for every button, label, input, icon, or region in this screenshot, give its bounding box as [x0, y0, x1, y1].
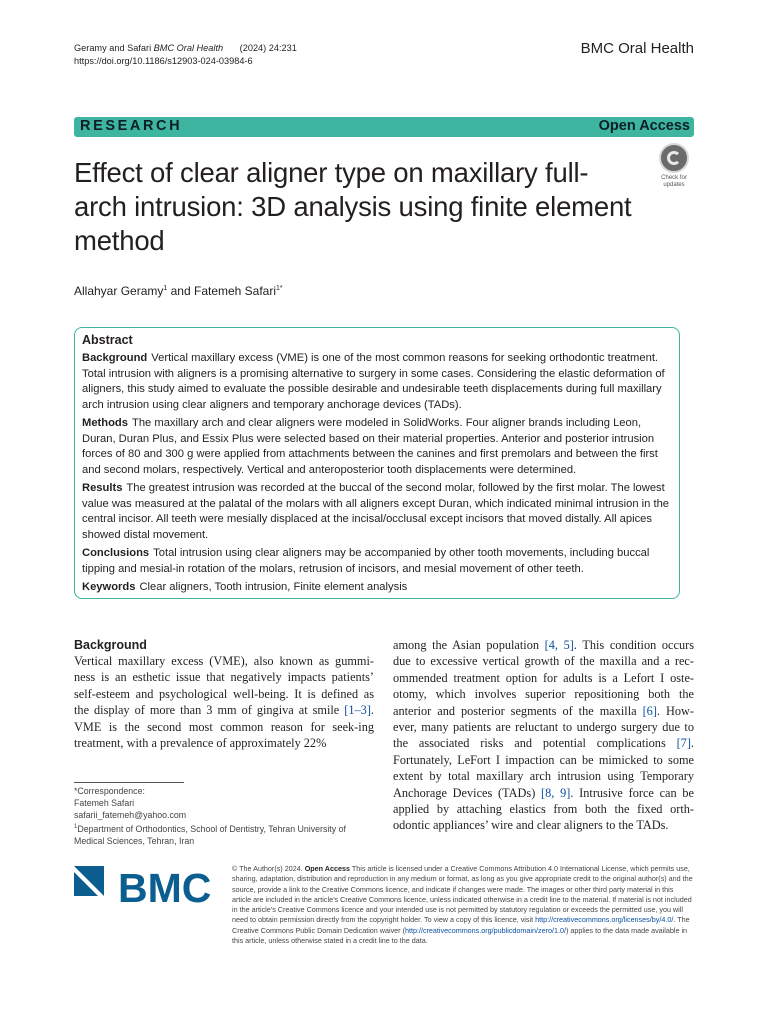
citation-link[interactable]: [7] [676, 736, 691, 751]
check-updates-line2: updates [663, 182, 685, 188]
open-access-label: Open Access [598, 118, 690, 134]
body-text-run: . How-ever, many patients are reluctant to undergo surgery due to the associated risks and potential complications [393, 703, 694, 751]
body-text-run: among the Asian population [393, 638, 545, 652]
author-2[interactable]: Fatemeh Safari [193, 284, 277, 298]
citation-link[interactable]: [8, 9] [541, 785, 571, 800]
body-text-run: . Fortunately, LeFort I impaction can be mimicked to some extent by total maxillary arch intrusion using Temporary Anchorage Devices (TADs) [393, 736, 694, 800]
abstract-box [74, 327, 680, 599]
abstract-background [82, 351, 672, 413]
header-authors: Geramy and Safari [74, 43, 152, 53]
license-link-zero[interactable]: http://creativecommons.org/publicdomain/zero/1.0/ [404, 925, 566, 935]
body-column-left [74, 637, 374, 751]
body-text-run: . Intrusive force can be applied by attaching elastics from both the fixed orth-odontic appliances’ wire and clear aligners to the TADs. [393, 785, 694, 833]
abstract-conclusions [82, 546, 672, 577]
author-list [74, 284, 283, 298]
license-copyright: © The Author(s) 2024. [232, 864, 305, 873]
abstract-heading: Abstract [82, 333, 133, 347]
citation-link[interactable]: [6] [642, 703, 657, 718]
check-for-updates-button[interactable] [655, 143, 693, 189]
bmc-logo-text: BMC [118, 866, 212, 911]
author-2-affil: 1* [276, 285, 283, 292]
abstract-methods [82, 416, 672, 478]
body-text-run: Vertical maxillary excess (VME), also known as gummi-ness is an esthetic issue that negatively impacts patients’ self-esteem and psychological well-being. It is defined as the display of more than 3 mm of gingiva at smile [74, 654, 374, 718]
affiliation-sup: 1 [74, 824, 78, 830]
abstract-section-label: Methods [82, 417, 128, 429]
author-1-affil: 1 [163, 285, 168, 292]
body-text-run: . VME is the second most common reason for seek-ing treatment, with a prevalence of approximately 22% [74, 703, 374, 751]
bmc-logo [74, 866, 219, 911]
header-doi-link[interactable]: https://doi.org/10.1186/s12903-024-03984-6 [74, 56, 253, 66]
citation-link[interactable]: [4, 5] [544, 638, 574, 652]
abstract-section-label: Results [82, 482, 123, 494]
license-text: . The Creative Commons Public Domain Dedication waiver ( [232, 915, 690, 935]
header-journal: BMC Oral Health [153, 43, 224, 53]
header-citation: (2024) 24:231 [239, 43, 297, 53]
abstract-section-text: The maxillary arch and clear aligners were modeled in SolidWorks. Four aligner brands including Leon, Duran, Duran Plus, and Essix Plus were selected based on their material properties. Anterior and posterior intrusion forces of 80 and 300 g were applied from attachments between the canines and first premolars and between the first and second molars, respectively. Vertical and anteroposterior tooth displacements were determined. [82, 417, 658, 476]
affiliation [74, 821, 374, 847]
citation-link[interactable]: [1–3] [344, 703, 371, 718]
license-open-access: Open Access [304, 864, 350, 873]
license-text: ) applies to the data made available in this article, unless otherwise stated in a credit line to the data. [232, 925, 688, 946]
body-paragraph [74, 653, 374, 751]
abstract-section-label: Keywords [82, 581, 136, 593]
body-paragraph [393, 637, 694, 834]
author-1[interactable]: Allahyar Geramy [74, 284, 164, 298]
article-type-label: RESEARCH [80, 118, 183, 134]
license-text: This article is licensed under a Creative Commons Attribution 4.0 International License, which permits use, sharing, adaptation, distribution and reproduction in any medium or format, as long as you give appropriate credit to the original author(s) and the source, provide a link to the Creative Commons licence, and indicate if changes were made. The images or other third party material in this article are included in the article’s Creative Commons licence, unless indicated otherwise in a credit line to the material. If material is not included in the article’s Creative Commons licence and your intended use is not permitted by statutory regulation or exceeds the permitted use, you will need to obtain permission directly from the copyright holder. To view a copy of this licence, visit [232, 864, 693, 925]
correspondence-footnote [74, 785, 374, 847]
article-type-banner [74, 117, 694, 137]
article-title: Effect of clear aligner type on maxillary full-arch intrusion: 3D analysis using finite element method [74, 157, 632, 256]
article-header-citation [74, 42, 297, 68]
bmc-logo-mark-icon [74, 866, 219, 911]
abstract-section-label: Conclusions [82, 547, 150, 559]
correspondence-label: *Correspondence: [74, 786, 145, 796]
abstract-section-label: Background [82, 352, 148, 364]
abstract-results [82, 481, 672, 543]
correspondence-name: Fatemeh Safari [74, 798, 135, 808]
license-notice [232, 864, 694, 946]
abstract-keywords [82, 580, 672, 596]
correspondence-email[interactable]: safarii_fatemeh@yahoo.com [74, 810, 187, 820]
section-heading-background: Background [74, 638, 147, 652]
body-column-right [393, 637, 694, 834]
abstract-section-text: Clear aligners, Tooth intrusion, Finite element analysis [139, 581, 408, 593]
check-updates-icon [659, 143, 689, 173]
check-updates-line1: Check for [661, 175, 687, 181]
affiliation-text: Department of Orthodontics, School of Dentistry, Tehran University of Medical Sciences, Tehran, Iran [74, 823, 346, 846]
license-link-by[interactable]: http://creativecommons.org/licenses/by/4.0/ [535, 915, 674, 925]
abstract-section-text: Total intrusion using clear aligners may be accompanied by other tooth movements, including buccal tipping and mesial-in rotation of the molars, retrusion of incisors, and mesial movement of other teeth. [82, 547, 650, 575]
abstract-section-text: Vertical maxillary excess (VME) is one of the most common reasons for seeking orthodontic treatment. Total intrusion with aligners is a promising alternative to surgery in some cases. Considering the elastic deformation of aligners, this study aimed to evaluate the possible desirable and undesirable teeth displacements during full maxillary arch intrusion using clear aligners and temporary anchorage devices (TADs). [82, 352, 665, 411]
abstract-section-text: The greatest intrusion was recorded at the buccal of the second molar, followed by the first molar. The lowest value was measured at the palatal of the molars with all aligners except Duran, which indicated minimal intrusion in the central incisor. All teeth were mesially displaced at the incisal/occlusal except incisors that moved distally. All apices showed distal movement. [82, 482, 670, 541]
footnote-divider [74, 782, 184, 783]
journal-name: BMC Oral Health [580, 40, 694, 57]
author-conjunction: and [167, 284, 194, 298]
body-text-run: . This condition occurs due to excessive vertical growth of the maxilla and a rec-ommended treatment option for adults is a Lefort I oste-otomy, which involves superior repositioning both the anterior and posterior segments of the maxilla [393, 638, 694, 718]
